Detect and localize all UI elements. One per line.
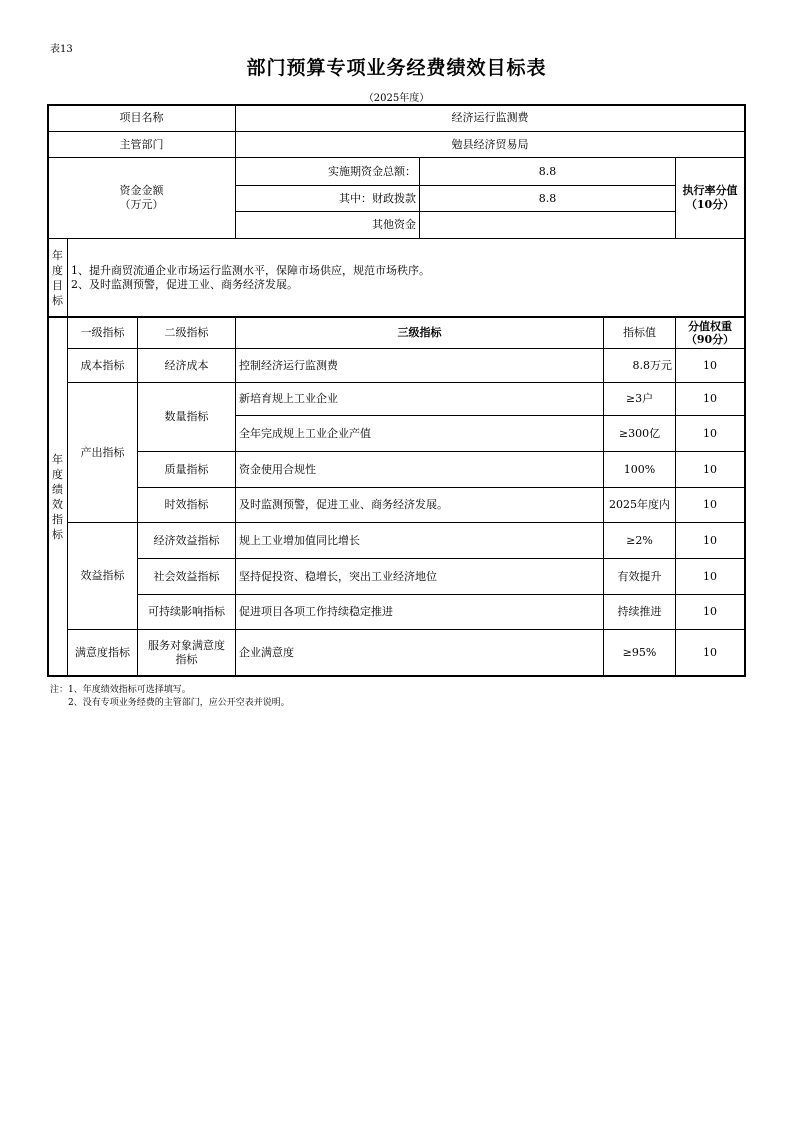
other-funds-label: 其他资金	[372, 218, 416, 231]
sub-social-benefit: 社会效益指标	[153, 569, 220, 583]
indicator-value: 100%	[623, 462, 656, 476]
execution-rate-line1: 执行率分值	[682, 184, 738, 197]
funds-label	[48, 158, 235, 238]
indicator-value: 8.8万元	[632, 358, 672, 372]
sub-satisfaction-line2: 指标	[175, 652, 198, 666]
execution-rate-line2: （10分）	[685, 198, 735, 211]
indicators-side-char: 效	[52, 497, 63, 511]
sub-economic-cost: 经济成本	[164, 358, 209, 372]
annual-goal-line2: 2、及时监测预警，促进工业、商务经济发展。	[71, 277, 298, 291]
indicator-desc: 企业满意度	[239, 645, 294, 659]
indicator-score: 10	[703, 462, 717, 476]
indicator-value: 有效提升	[617, 569, 662, 583]
header-level2: 二级指标	[164, 326, 209, 339]
indicator-score: 10	[703, 426, 717, 440]
footnote-line1: 注：1、年度绩效指标可选择填写。	[50, 685, 191, 695]
indicators-side-label	[48, 318, 67, 675]
header-weight	[676, 318, 744, 348]
indicator-value: 2025年度内	[609, 498, 670, 511]
annual-goal-label-char: 度	[52, 263, 63, 277]
project-name-value: 经济运行监测费	[451, 111, 529, 124]
indicator-value: ≥2%	[626, 533, 653, 547]
indicator-score: 10	[703, 498, 717, 511]
fiscal-funds-label: 其中：财政拨款	[339, 191, 416, 205]
execution-rate-score	[676, 158, 744, 238]
indicator-desc: 资金使用合规性	[239, 462, 316, 476]
header-value: 指标值	[623, 326, 656, 339]
other-funds-value	[420, 212, 675, 238]
sub-satisfaction-line1: 服务对象满意度	[148, 638, 225, 652]
indicator-desc: 及时监测预警，促进工业、商务经济发展。	[239, 498, 448, 511]
group-output: 产出指标	[80, 445, 125, 459]
project-name-label: 项目名称	[119, 111, 164, 124]
funds-label-line2: （万元）	[119, 198, 164, 211]
group-benefit: 效益指标	[80, 569, 125, 582]
indicator-value: ≥300亿	[618, 426, 661, 440]
sub-economic-benefit: 经济效益指标	[153, 533, 220, 547]
header-weight-line1: 分值权重	[688, 320, 732, 333]
indicators-side-char: 标	[52, 527, 63, 541]
funds-label-line1: 资金金额	[119, 184, 164, 197]
year-note: （2025年度）	[363, 93, 430, 104]
department-label: 主管部门	[119, 137, 164, 151]
annual-goal-label	[48, 239, 67, 316]
indicator-desc: 控制经济运行监测费	[239, 358, 338, 372]
sub-sustainable: 可持续影响指标	[148, 605, 225, 618]
indicators-side-char: 绩	[52, 482, 63, 496]
page-title: 部门预算专项业务经费绩效目标表	[246, 57, 547, 79]
sub-timeliness: 时效指标	[164, 498, 209, 511]
indicator-desc: 坚持促投资、稳增长，突出工业经济地位	[239, 569, 437, 583]
indicator-value: ≥3户	[625, 392, 654, 405]
indicator-score: 10	[703, 533, 717, 547]
annual-goal-content	[68, 239, 744, 316]
sub-quality: 质量指标	[164, 462, 209, 476]
indicator-desc: 促进项目各项工作持续稳定推进	[239, 605, 393, 618]
total-funds-label: 实施期资金总额：	[328, 164, 416, 178]
annual-goal-label-char: 年	[52, 248, 63, 262]
indicators-side-char: 指	[52, 512, 63, 526]
group-cost: 成本指标	[80, 358, 125, 372]
indicator-score: 10	[703, 605, 717, 618]
sub-quantity: 数量指标	[164, 410, 209, 423]
indicators-side-char: 度	[52, 467, 63, 481]
indicator-score: 10	[703, 645, 717, 659]
total-funds-value: 8.8	[538, 164, 557, 178]
table-number: 表13	[50, 44, 73, 55]
group-satisfaction: 满意度指标	[75, 645, 130, 659]
sub-satisfaction	[138, 630, 235, 675]
header-weight-line2: （90分）	[685, 333, 735, 346]
indicators-side-char: 年	[52, 452, 63, 466]
indicator-score: 10	[703, 392, 717, 405]
footnotes	[50, 684, 290, 710]
footnote-line2: 2、没有专项业务经费的主管部门，应公开空表并说明。	[68, 698, 290, 708]
indicator-value: ≥95%	[622, 645, 657, 659]
indicator-score: 10	[703, 358, 717, 372]
annual-goal-line1: 1、提升商贸流通企业市场运行监测水平，保障市场供应，规范市场秩序。	[71, 263, 430, 277]
indicator-desc: 规上工业增加值同比增长	[239, 533, 360, 547]
indicator-desc: 新培育规上工业企业	[239, 392, 338, 405]
department-value: 勉县经济贸易局	[451, 137, 529, 151]
header-level3: 三级指标	[397, 326, 442, 339]
indicator-desc: 全年完成规上工业企业产值	[239, 426, 371, 440]
indicator-score: 10	[703, 569, 717, 583]
header-level1: 一级指标	[80, 326, 125, 339]
annual-goal-label-char: 目	[52, 278, 63, 292]
annual-goal-label-char: 标	[52, 293, 63, 307]
fiscal-funds-value: 8.8	[538, 191, 557, 205]
indicator-value: 持续推进	[617, 605, 662, 618]
